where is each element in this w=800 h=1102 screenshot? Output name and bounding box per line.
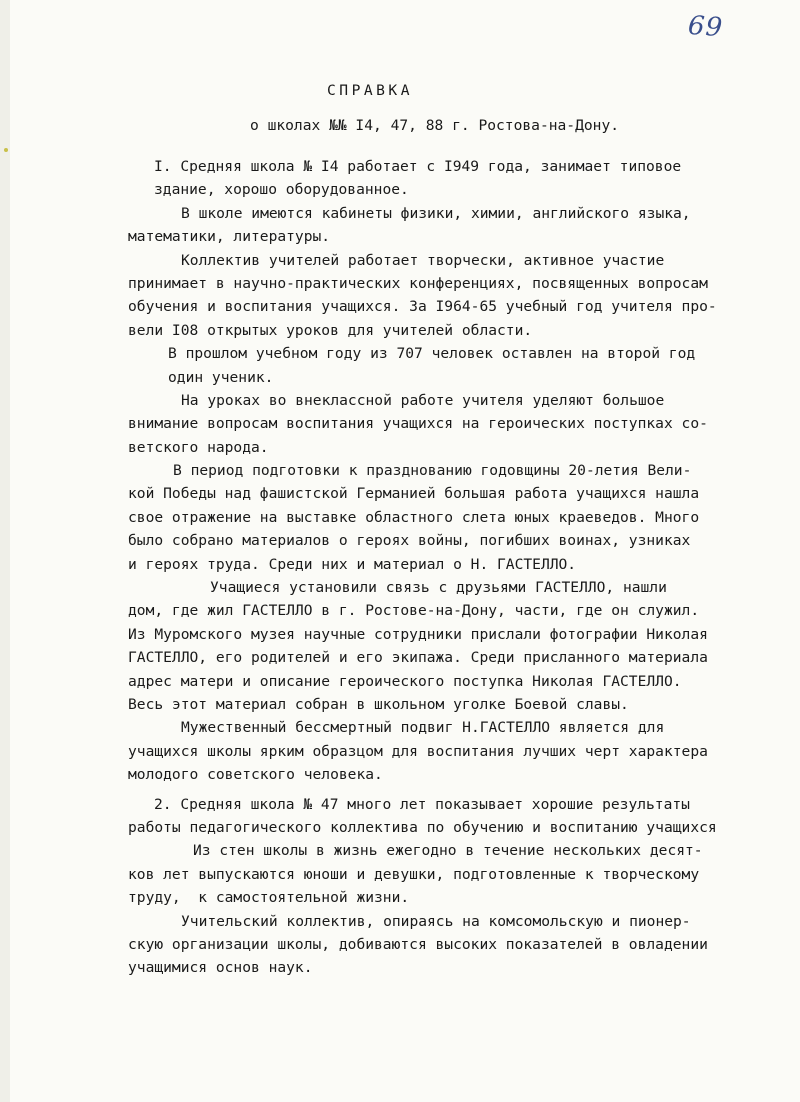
text-line: здание, хорошо оборудованное. (154, 181, 409, 199)
document-subtitle: о школах №№ I4, 47, 88 г. Ростова-на-Дону. (250, 117, 620, 134)
text-line: На уроках во внеклассной работе учителя уделяют большое (181, 391, 665, 409)
text-line: ГАСТЕЛЛО, его родителей и его экипажа. Среди присланного материала (128, 649, 708, 667)
document-title: СПРАВКА (327, 82, 414, 99)
text-line: молодого советского человека. (128, 766, 383, 784)
text-line: ветского народа. (128, 438, 269, 456)
handwritten-page-number: 69 (686, 10, 725, 44)
text-line: учащихся школы ярким образцом для воспитания лучших черт характера (128, 742, 708, 760)
text-line: В школе имеются кабинеты физики, химии, английского языка, (181, 204, 691, 222)
text-line: математики, литературы. (128, 228, 331, 246)
text-line: Учащиеся установили связь с друзьями ГАСТЕЛЛО, нашли (210, 579, 667, 597)
text-line: кой Победы над фашистской Германией большая работа учащихся нашла (128, 485, 700, 503)
text-line: Из Муромского музея научные сотрудники прислали фотографии Николая (128, 625, 708, 643)
text-line: адрес матери и описание героического поступка Николая ГАСТЕЛЛО. (128, 672, 682, 690)
text-line: принимает в научно-практических конференциях, посвященных вопросам (128, 274, 708, 292)
text-line: вели I08 открытых уроков для учителей области. (128, 321, 533, 339)
text-line: обучения и воспитания учащихся. За I964-65 учебный год учителя про- (128, 298, 717, 316)
text-line: учащимися основ наук. (128, 959, 313, 977)
text-line: труду, к самостоятельной жизни. (128, 889, 410, 907)
text-line: Учительский коллектив, опираясь на комсомольскую и пионер- (181, 912, 691, 930)
text-line: Коллектив учителей работает творчески, активное участие (181, 251, 665, 269)
text-line: I. Средняя школа № I4 работает с I949 года, занимает типовое (154, 158, 682, 175)
text-line: один ученик. (168, 368, 274, 386)
text-line: Весь этот материал собран в школьном уголке Боевой славы. (128, 695, 629, 713)
text-line: ков лет выпускаются юноши и девушки, подготовленные к творческому (128, 865, 700, 883)
text-line: было собрано материалов о героях войны, погибших воинах, узниках (128, 532, 691, 550)
scan-edge (0, 0, 10, 1102)
text-line: внимание вопросам воспитания учащихся на героических поступках со- (128, 415, 708, 433)
text-line: дом, где жил ГАСТЕЛЛО в г. Ростове-на-Дону, части, где он служил. (128, 602, 700, 620)
text-line: Из стен школы в жизнь ежегодно в течение нескольких десят- (193, 842, 703, 860)
text-line: работы педагогического коллектива по обучению и воспитанию учащихся (128, 818, 717, 836)
text-line: и героях труда. Среди них и материал о Н. ГАСТЕЛЛО. (128, 555, 577, 573)
text-line: В прошлом учебном году из 707 человек оставлен на второй год (168, 345, 696, 363)
document-body (128, 155, 717, 980)
scan-speck (4, 148, 8, 152)
text-line: В период подготовки к празднованию годовщины 20-летия Вели- (173, 462, 692, 480)
text-line: Мужественный бессмертный подвиг Н.ГАСТЕЛЛО является для (181, 719, 665, 737)
text-line: скую организации школы, добиваются высоких показателей в овладении (128, 935, 708, 953)
text-line: 2. Средняя школа № 47 много лет показывает хорошие результаты (154, 795, 690, 813)
text-line: свое отражение на выставке областного слета юных краеведов. Много (128, 508, 700, 526)
